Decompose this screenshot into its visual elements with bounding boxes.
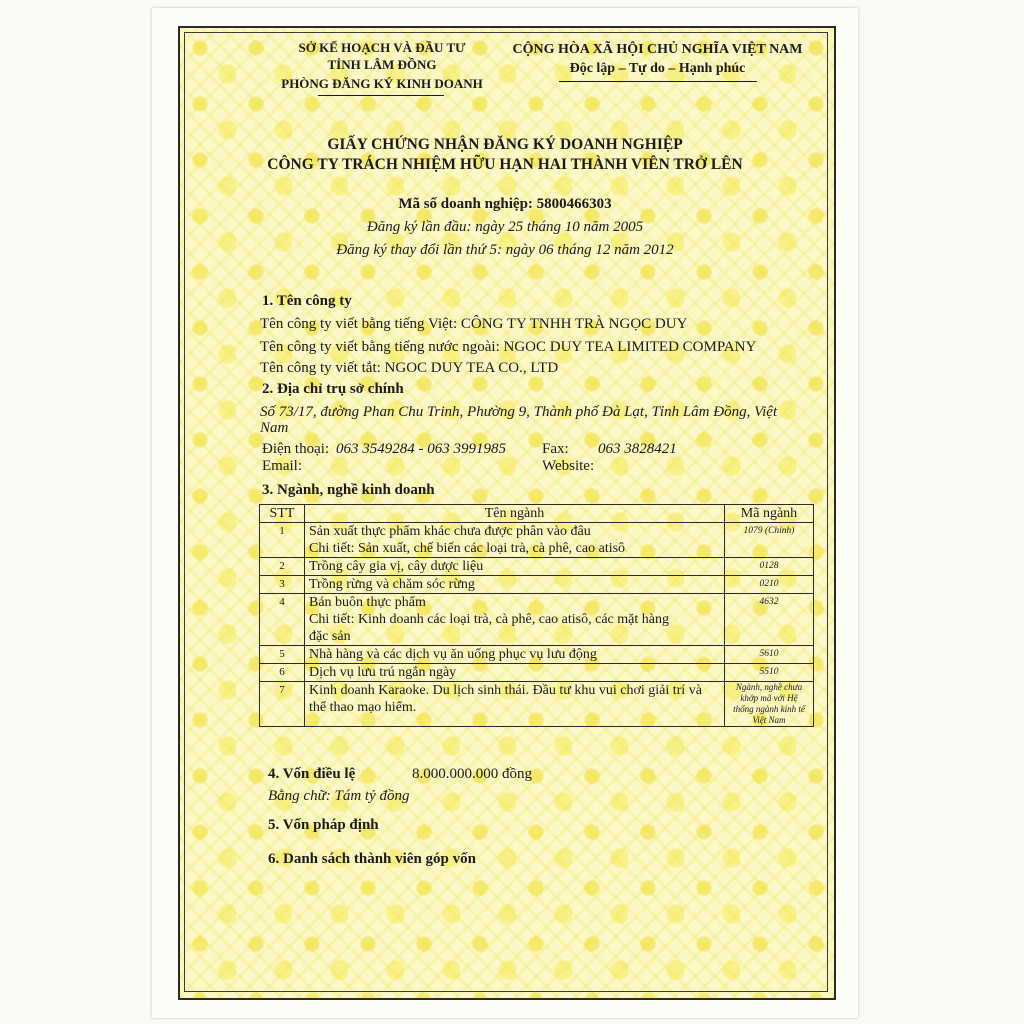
country-name: CỘNG HÒA XÃ HỘI CHỦ NGHĨA VIỆT NAM	[512, 42, 803, 57]
row-name-cell	[305, 523, 725, 558]
fax-value: 063 3828421	[598, 441, 677, 457]
column-header-stt: STT	[260, 505, 305, 523]
phone-label: Điện thoại:	[262, 441, 330, 457]
section2-heading: 2. Địa chỉ trụ sở chính	[262, 381, 404, 397]
row-stt: 6	[260, 664, 305, 682]
section4-heading: 4. Vốn điều lệ	[268, 766, 356, 782]
section1-heading: 1. Tên công ty	[262, 293, 352, 309]
company-name-foreign: Tên công ty viết bằng tiếng nước ngoài: NGOC DUY TEA LIMITED COMPANY	[260, 339, 757, 355]
row-stt: 4	[260, 594, 305, 646]
row-name: Sản xuất thực phẩm khác chưa được phân vào đâu	[309, 524, 591, 539]
row-name: Kinh doanh Karaoke. Du lịch sinh thái. Đầu tư khu vui chơi giải trí và thể thao mạo hiểm.	[305, 682, 725, 727]
company-name-short: Tên công ty viết tắt: NGOC DUY TEA CO., LTD	[260, 360, 559, 376]
issuer-province: TỈNH LÂM ĐỒNG	[327, 57, 437, 72]
section5-heading: 5. Vốn pháp định	[268, 817, 379, 833]
section6-heading: 6. Danh sách thành viên góp vốn	[268, 851, 476, 867]
table-row	[260, 523, 814, 558]
table-row	[260, 576, 814, 594]
table-row	[260, 664, 814, 682]
charter-capital-amount: 8.000.000.000 đồng	[412, 766, 532, 782]
row-detail: Chi tiết: Sản xuất, chế biến các loại trà, cà phê, cao atisô	[309, 541, 626, 556]
row-code: 5610	[725, 646, 814, 664]
row-stt: 3	[260, 576, 305, 594]
row-detail: Chi tiết: Kinh doanh các loại trà, cà phê, cao atisô, các mặt hàng đặc sản	[309, 612, 669, 644]
row-name: Dịch vụ lưu trú ngắn ngày	[305, 664, 725, 682]
row-code: 0210	[725, 576, 814, 594]
first-registration-date: Đăng ký lần đầu: ngày 25 tháng 10 năm 2005	[366, 219, 644, 235]
table-header-row	[260, 505, 814, 523]
row-name-cell	[305, 594, 725, 646]
row-stt: 7	[260, 682, 305, 727]
row-code: 4632	[725, 594, 814, 646]
row-name: Nhà hàng và các dịch vụ ăn uống phục vụ lưu động	[305, 646, 725, 664]
row-code: 1079 (Chính)	[725, 523, 814, 558]
table-row	[260, 682, 814, 727]
table-row	[260, 646, 814, 664]
company-type: CÔNG TY TRÁCH NHIỆM HỮU HẠN HAI THÀNH VIÊN TRỞ LÊN	[267, 156, 743, 173]
fax-label: Fax:	[542, 441, 569, 457]
header-right-underline	[559, 81, 757, 82]
issuer-department: SỞ KẾ HOẠCH VÀ ĐẦU TƯ	[298, 40, 466, 55]
row-stt: 2	[260, 558, 305, 576]
row-code: 0128	[725, 558, 814, 576]
row-name: Bán buôn thực phẩm	[309, 595, 426, 610]
column-header-code: Mã ngành	[725, 505, 814, 523]
column-header-name: Tên ngành	[305, 505, 725, 523]
address-line-1: Số 73/17, đường Phan Chu Trinh, Phường 9, Thành phố Đà Lạt, Tỉnh Lâm Đồng, Việt	[260, 404, 778, 420]
row-stt: 5	[260, 646, 305, 664]
certificate-title: GIẤY CHỨNG NHẬN ĐĂNG KÝ DOANH NGHIỆP	[327, 136, 683, 153]
charter-capital-in-words: Bằng chữ: Tám tỷ đồng	[268, 788, 410, 804]
row-name: Trồng cây gia vị, cây dược liệu	[305, 558, 725, 576]
enterprise-code: Mã số doanh nghiệp: 5800466303	[398, 196, 612, 212]
national-motto: Độc lập – Tự do – Hạnh phúc	[569, 61, 746, 76]
row-code: Ngành, nghề chưa khớp mã với Hệ thống ngành kinh tế Việt Nam	[725, 682, 814, 727]
row-stt: 1	[260, 523, 305, 558]
website-label: Website:	[542, 458, 595, 474]
email-label: Email:	[262, 458, 302, 474]
table-row	[260, 594, 814, 646]
table-row	[260, 558, 814, 576]
row-name: Trồng rừng và chăm sóc rừng	[305, 576, 725, 594]
company-name-vietnamese: Tên công ty viết bằng tiếng Việt: CÔNG TY TNHH TRÀ NGỌC DUY	[260, 316, 688, 332]
address-line-2: Nam	[260, 420, 289, 436]
issuer-office: PHÒNG ĐĂNG KÝ KINH DOANH	[281, 76, 483, 91]
header-left-underline	[318, 95, 444, 96]
row-code: 5510	[725, 664, 814, 682]
change-registration-date: Đăng ký thay đổi lần thứ 5: ngày 06 tháng 12 năm 2012	[336, 242, 674, 258]
business-lines-table	[259, 504, 814, 727]
phone-value: 063 3549284 - 063 3991985	[336, 441, 506, 457]
section3-heading: 3. Ngành, nghề kinh doanh	[262, 482, 435, 498]
